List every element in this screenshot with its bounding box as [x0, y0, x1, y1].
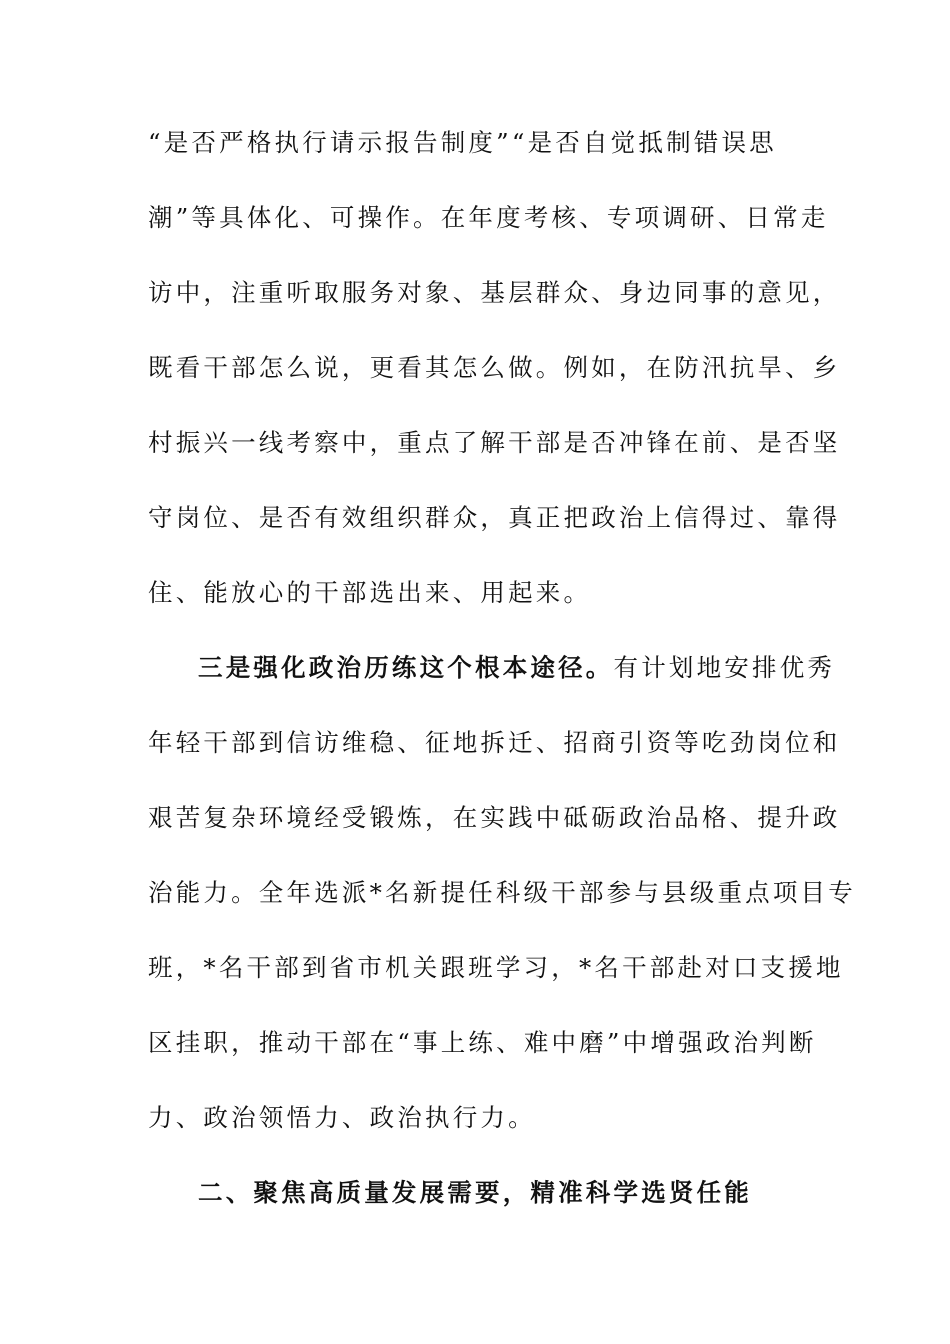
- paragraph-2-line-6: 区挂职，推动干部在“事上练、难中磨”中增强政治判断: [148, 1028, 817, 1057]
- paragraph-2-first-line-text: 有计划地安排优秀: [613, 653, 836, 682]
- paragraph-1-line-1: “是否严格执行请示报告制度”“是否自觉抵制错误思: [148, 128, 777, 157]
- paragraph-2-first-line: [148, 643, 836, 718]
- paragraph-1-line-2: 潮”等具体化、可操作。在年度考核、专项调研、日常走: [148, 203, 829, 232]
- paragraph-2-line-5: 班，*名干部到省市机关跟班学习，*名干部赴对口支援地: [148, 953, 844, 982]
- section-heading: 二、聚焦高质量发展需要，精准科学选贤任能: [198, 1178, 752, 1207]
- paragraph-1-line-4: 既看干部怎么说，更看其怎么做。例如，在防汛抗旱、乡: [148, 353, 841, 382]
- paragraph-1-line-7: 住、能放心的干部选出来、用起来。: [148, 578, 592, 607]
- paragraph-1-line-5: 村振兴一线考察中，重点了解干部是否冲锋在前、是否坚: [148, 428, 841, 457]
- paragraph-2-line-2: 年轻干部到信访维稳、征地拆迁、招商引资等吃劲岗位和: [148, 728, 841, 757]
- paragraph-1-line-3: 访中，注重听取服务对象、基层群众、身边同事的意见，: [148, 278, 841, 307]
- paragraph-2-lead-heading: 三是强化政治历练这个根本途径。: [198, 653, 614, 682]
- paragraph-2-line-3: 艰苦复杂环境经受锻炼，在实践中砥砺政治品格、提升政: [148, 803, 841, 832]
- paragraph-2-line-7: 力、政治领悟力、政治执行力。: [148, 1103, 536, 1132]
- paragraph-2-line-4: 治能力。全年选派*名新提任科级干部参与县级重点项目专: [148, 878, 856, 907]
- document-body: [148, 118, 856, 1243]
- paragraph-1-line-6: 守岗位、是否有效组织群众，真正把政治上信得过、靠得: [148, 503, 841, 532]
